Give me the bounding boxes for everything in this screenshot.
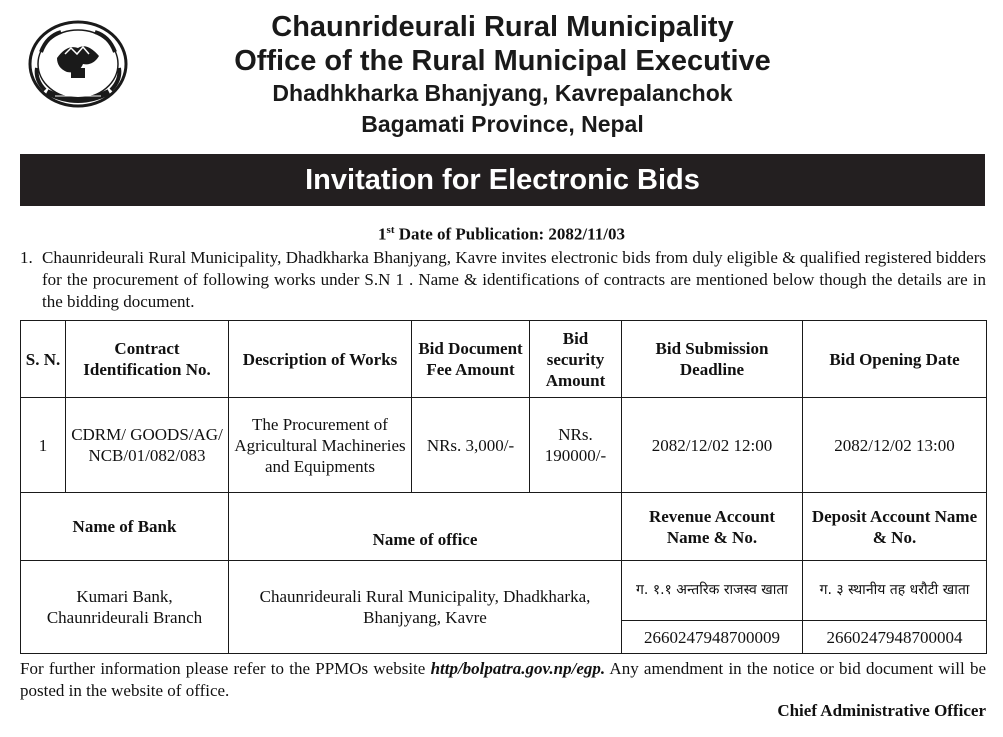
deposit-account-name: ग. ३ स्थानीय तह धरौटी खाता	[803, 561, 987, 621]
publication-ordinal: 1	[378, 224, 387, 244]
row-security: NRs. 190000/-	[530, 398, 622, 493]
row-contract-id: CDRM/ GOODS/AG/ NCB/01/082/083	[66, 398, 229, 493]
province-country: Bagamati Province, Nepal	[361, 111, 644, 137]
header-office: Name of office	[229, 493, 622, 561]
ppmo-website-link[interactable]: http/bolpatra.gov.np/egp.	[430, 659, 606, 678]
header-bank: Name of Bank	[21, 493, 229, 561]
header-revenue-account: Revenue Account Name & No.	[622, 493, 803, 561]
header-security: Bid security Amount	[530, 321, 622, 398]
paragraph-number: 1.	[20, 248, 33, 267]
notice-header	[150, 10, 855, 139]
header-contract-id: Contract Identification No.	[66, 321, 229, 398]
row-opening: 2082/12/02 13:00	[803, 398, 987, 493]
row-description: The Procurement of Agricultural Machineries and Equipments	[229, 398, 412, 493]
footer-note	[20, 658, 986, 702]
nepal-government-emblem-icon	[27, 18, 129, 110]
publication-ordinal-suffix: st	[386, 224, 395, 236]
office-address: Dhadhkharka Bhanjyang, Kavrepalanchok	[272, 80, 733, 106]
row-sn: 1	[21, 398, 66, 493]
bank-name: Kumari Bank, Chaunrideurali Branch	[21, 561, 229, 654]
header-fee: Bid Document Fee Amount	[412, 321, 530, 398]
row-deadline: 2082/12/02 12:00	[622, 398, 803, 493]
revenue-account-name: ग. १.१ अन्तरिक राजस्व खाता	[622, 561, 803, 621]
paragraph-text: Chaunrideurali Rural Municipality, Dhadkharka Bhanjyang, Kavre invites electronic bids from duly eligible & qualified registered bidders for the procurement of following works under S.N 1 . Name & identifications of contracts are mentioned below though the details are in the bidding document.	[42, 248, 986, 311]
header-opening: Bid Opening Date	[803, 321, 987, 398]
publication-label: Date of Publication: 2082/11/03	[394, 224, 625, 244]
signoff: Chief Administrative Officer	[777, 701, 986, 720]
office-name-cell: Chaunrideurali Rural Municipality, Dhadkharka, Bhanjyang, Kavre	[229, 561, 622, 654]
bank-row-names	[21, 561, 987, 621]
municipality-name: Chaunrideurali Rural Municipality	[271, 11, 734, 43]
notice-title-banner: Invitation for Electronic Bids	[20, 154, 985, 206]
footer-text-before: For further information please refer to the PPMOs website	[20, 659, 431, 678]
header-sn: S. N.	[21, 321, 66, 398]
row-fee: NRs. 3,000/-	[412, 398, 530, 493]
header-deadline: Bid Submission Deadline	[622, 321, 803, 398]
bank-header-row	[21, 493, 987, 561]
deposit-account-number: 2660247948700004	[803, 621, 987, 654]
bid-table	[20, 320, 987, 654]
bid-table-header-row	[21, 321, 987, 398]
office-name: Office of the Rural Municipal Executive	[234, 45, 771, 77]
revenue-account-number: 2660247948700009	[622, 621, 803, 654]
header-deposit-account: Deposit Account Name & No.	[803, 493, 987, 561]
footer-text-after: Any amendment in the notice or bid document will be posted in the website of office.	[20, 659, 986, 700]
invitation-paragraph	[20, 247, 986, 313]
header-description: Description of Works	[229, 321, 412, 398]
publication-date	[0, 224, 1003, 245]
table-row	[21, 398, 987, 493]
